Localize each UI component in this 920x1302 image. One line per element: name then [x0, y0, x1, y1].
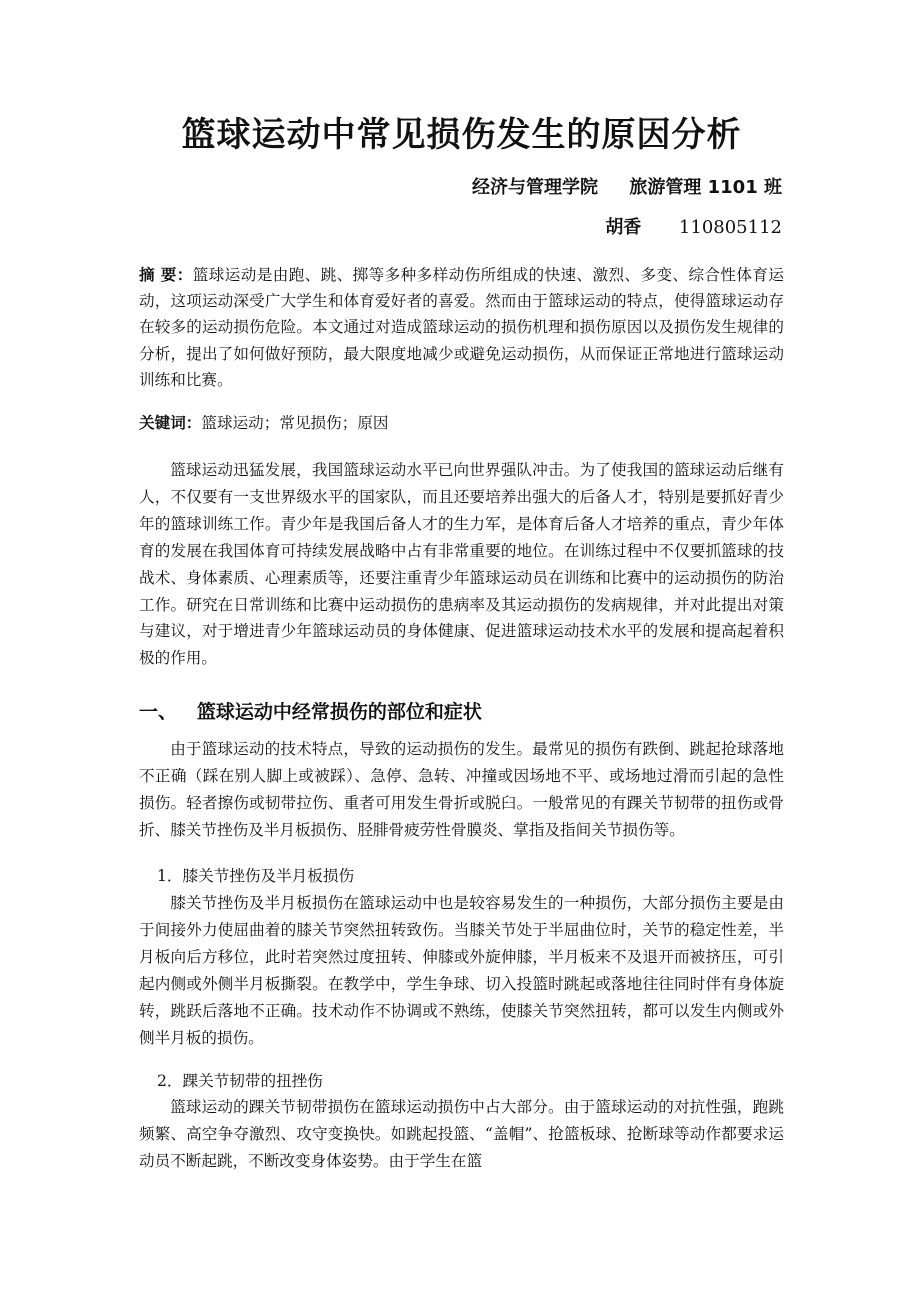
keywords-label: 关键词：: [139, 414, 202, 432]
author-student-id: 110805112: [678, 217, 782, 238]
subsection2-heading: 2．踝关节韧带的扭挫伤: [157, 1072, 323, 1090]
author-affiliation: 经济与管理学院 旅游管理 1101 班: [472, 177, 782, 198]
abstract-label: 摘 要：: [139, 266, 193, 284]
section1-heading: 一、 篮球运动中经常损伤的部位和症状: [139, 701, 482, 723]
author-info: [605, 215, 782, 241]
subsection1-heading: 1．膝关节挫伤及半月板损伤: [157, 867, 355, 885]
section1-paragraph: 由于篮球运动的技术特点，导致的运动损伤的发生。最常见的损伤有跌倒、跳起抢球落地不正确（踩在别人脚上或被踩）、急停、急转、冲撞或因场地不平、或场地过滑而引起的急性损伤。轻者擦伤或韧带拉伤、重者可用发生骨折或脱臼。一般常见的有踝关节韧带的扭伤或骨折、膝关节挫伤及半月板损伤、胫腓骨疲劳性骨膜炎、掌指及指间关节损伤等。: [139, 740, 784, 839]
keywords-text: 篮球运动；常见损伤；原因: [201, 414, 389, 432]
subsection1-paragraph: 膝关节挫伤及半月板损伤在篮球运动中也是较容易发生的一种损伤，大部分损伤主要是由于间接外力使屈曲着的膝关节突然扭转致伤。当膝关节处于半屈曲位时，关节的稳定性差，半月板向后方移位，此时若突然过度扭转、伸膝或外旋伸膝，半月板来不及退开而被挤压，可引起内侧或外侧半月板撕裂。在教学中，学生争球、切入投篮时跳起或落地往往同时伴有身体旋转，跳跃后落地不正确。技术动作不协调或不熟练，使膝关节突然扭转，都可以发生内侧或外侧半月板的损伤。: [139, 894, 784, 1047]
intro-paragraph: 篮球运动迅猛发展，我国篮球运动水平已向世界强队冲击。为了使我国的篮球运动后继有人，不仅要有一支世界级水平的国家队，而且还要培养出强大的后备人才，特别是要抓好青少年的篮球训练工作。青少年是我国后备人才的生力军，是体育后备人才培养的重点，青少年体育的发展在我国体育可持续发展战略中占有非常重要的地位。在训练过程中不仅要抓篮球的技战术、身体素质、心理素质等，还要注重青少年篮球运动员在训练和比赛中的运动损伤的防治工作。研究在日常训练和比赛中运动损伤的患病率及其运动损伤的发病规律，并对此提出对策与建议，对于增进青少年篮球运动员的身体健康、促进篮球运动技术水平的发展和提高起着积极的作用。: [139, 461, 784, 668]
author-name: 胡香: [605, 217, 642, 238]
abstract: [139, 262, 784, 393]
subsection2-paragraph: 篮球运动的踝关节韧带损伤在篮球运动损伤中占大部分。由于篮球运动的对抗性强，跑跳频繁、高空争夺激烈、攻守变换快。如跳起投篮、“盖帽”、抢篮板球、抢断球等动作都要求运动员不断起跳，不断改变身体姿势。由于学生在篮: [139, 1098, 784, 1170]
abstract-text: 篮球运动是由跑、跳、掷等多种多样动伤所组成的快速、激烈、多变、综合性体育运动，这项运动深受广大学生和体育爱好者的喜爱。然而由于篮球运动的特点，使得篮球运动存在较多的运动损伤危险。本文通过对造成篮球运动的损伤机理和损伤原因以及损伤发生规律的分析，提出了如何做好预防，最大限度地减少或避免运动损伤，从而保证正常地进行篮球运动训练和比赛。: [139, 266, 784, 389]
keywords: [139, 410, 784, 436]
document-title: 篮球运动中常见损伤发生的原因分析: [181, 115, 742, 155]
